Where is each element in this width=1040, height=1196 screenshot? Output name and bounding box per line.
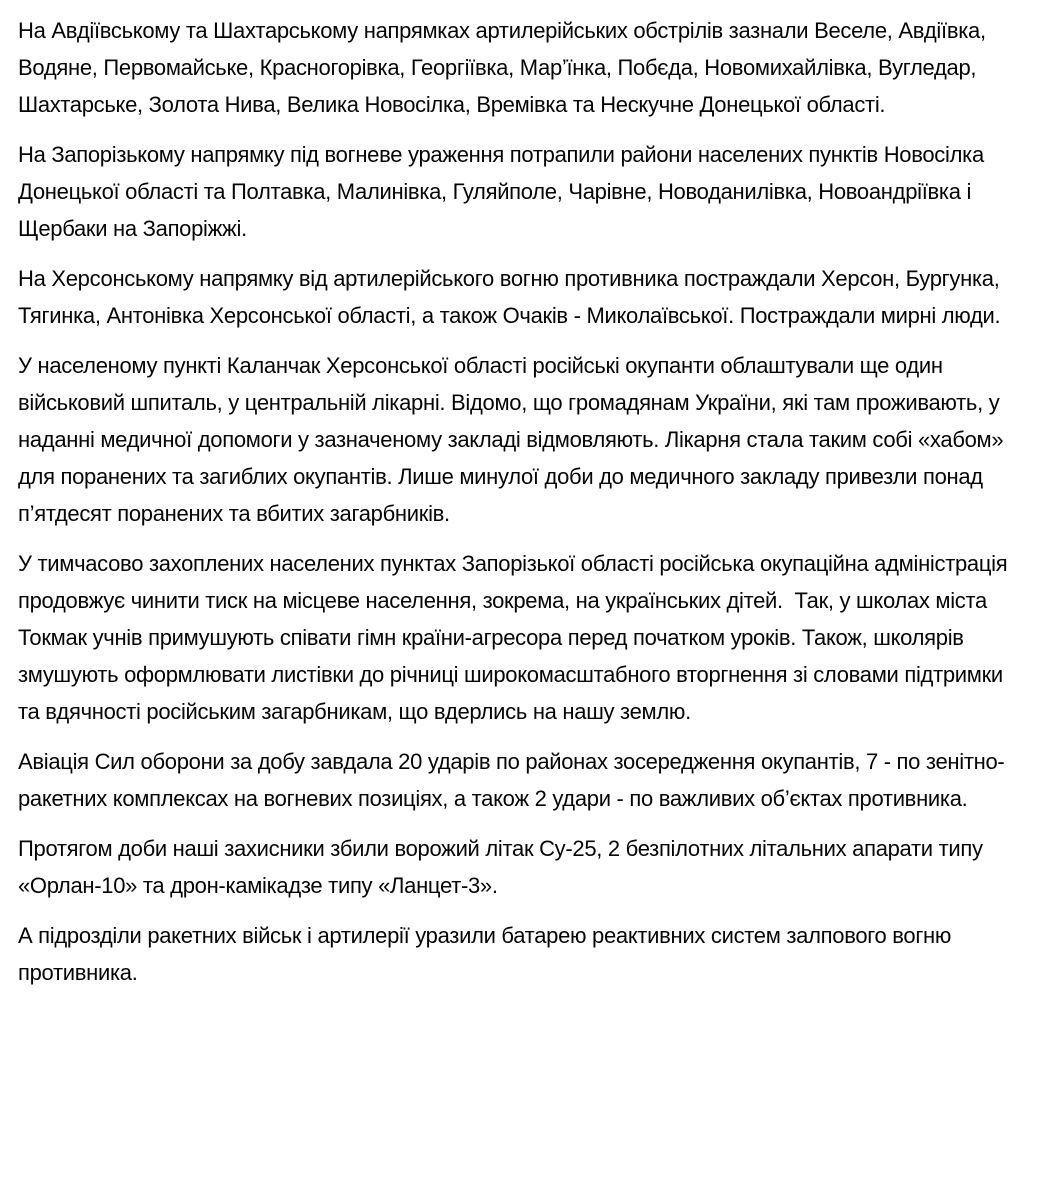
paragraph-air-defense-results: Протягом доби наші захисники збили ворожий літак Су-25, 2 безпілотних літальних апарати типу «Орлан-10» та дрон-камікадзе типу «Ланцет-3». xyxy=(18,836,989,898)
paragraph-aviation-strikes: Авіація Сил оборони за добу завдала 20 ударів по районах зосередження окупантів, 7 - по зенітно-ракетних комплексах на вогневих позиціях, а також 2 удари - по важливих об’єктах противника. xyxy=(18,749,1005,811)
paragraph-shelling-kherson: На Херсонському напрямку від артилерійського вогню противника постраждали Херсон, Бургунка, Тягинка, Антонівка Херсонської області, а також Очаків - Миколаївської. Постраждали мирні люди. xyxy=(18,266,1006,328)
paragraph-shelling-avdiivka-shakhtarske: На Авдіївському та Шахтарському напрямках артилерійських обстрілів зазнали Веселе, Авдіївка, Водяне, Первомайське, Красногорівка, Георгіївка, Мар’їнка, Побєда, Новомихайлівка, Вугледар, Шахтарське, Золота Нива, Велика Новосілка, Времівка та Нескучне Донецької області. xyxy=(18,18,992,117)
paragraph-rocket-artillery-results: А підрозділи ракетних військ і артилерії уразили батарею реактивних систем залпового вогню противника. xyxy=(18,923,957,985)
paragraph-shelling-zaporizhzhia: На Запорізькому напрямку під вогневе ураження потрапили райони населених пунктів Новосілка Донецької області та Полтавка, Малинівка, Гуляйполе, Чарівне, Новоданилівка, Новоандріївка і Щербаки на Запоріжжі. xyxy=(18,142,990,241)
paragraph-kalanchak-hospital: У населеному пункті Каланчак Херсонської області російські окупанти облаштували ще один військовий шпиталь, у центральній лікарні. Відомо, що громадянам України, які там проживають, у наданні медичної допомоги у зазначеному закладі відмовляють. Лікарня стала таким собі «хабом» для поранених та загиблих окупантів. Лише минулої доби до медичного закладу привезли понад п’ятдесят поранених та вбитих загарбників. xyxy=(18,353,1010,526)
paragraph-occupied-zaporizhzhia-schools: У тимчасово захоплених населених пунктах Запорізької області російська окупаційна адміністрація продовжує чинити тиск на місцеве населення, зокрема, на українських дітей. Так, у школах міста Токмак учнів примушують співати гімн країни-агресора перед початком уроків. Також, школярів змушують оформлювати листівки до річниці широкомасштабного вторгнення зі словами підтримки та вдячності російським загарбникам, що вдерлись на нашу землю. xyxy=(18,551,1014,724)
